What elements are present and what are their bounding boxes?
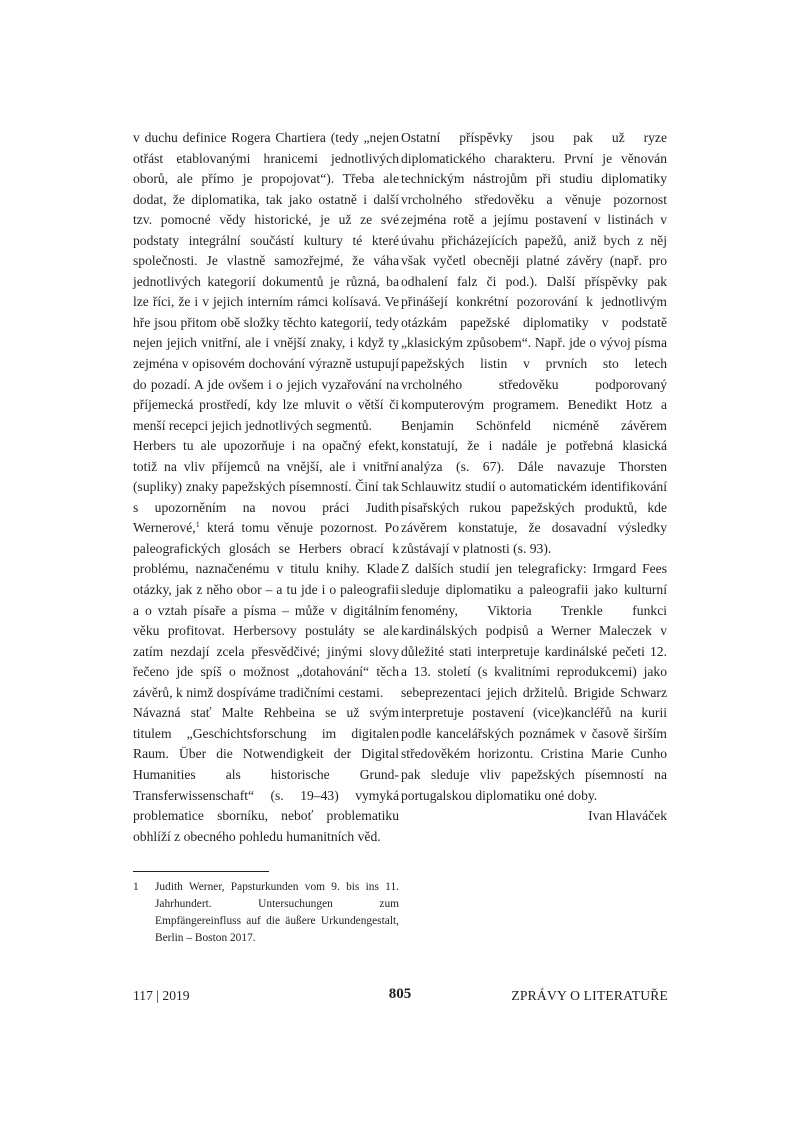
paragraph: Ostatní příspěvky jsou pak už ryze diplomatického charakteru. První je věnován technickým nástrojům při studiu diplomatiky vrcholného středověku a věnuje pozornost zejména rotě a jejímu postavení v listinách v úvahu přicházejících papežů, aniž bych z něj však vyčetl obecněji platné závěry (např. pro odhalení falz či pod.). Další příspěvky pak přinášejí konkrétní pozorování k jednotlivým otázkám papežské diplomatiky v podstatě „klasickým způsobem“. Např. jde o vývoj písma papežských listin v prvních sto letech vrcholného středověku podporovaný komputerovým programem. Benedikt Hotz a Benjamin Schönfeld nicméně závěrem konstatují, že i nadále je potřebná klasická analýza (s. 67). Dále navazuje Thorsten Schlauwitz studií o automatickém identifikování písařských rukou papežských produktů, kde závěrem konstatuje, že dosavadní výsledky zůstávají v platnosti (s. 93).: [401, 130, 667, 556]
paragraph: v duchu definice Rogera Chartiera (tedy „nejen otřást etablovanými hranicemi jednotlivých oborů, ale přímo je propojovat“). Třeba ale dodat, že diplomatika, tak jako ostatně i další tzv. pomocné vědy historické, je už ze své podstaty integrální součástí kultury té které společnosti. Je vlastně samozřejmé, že váha jednotlivých kategorií dokumentů je různá, ba lze říci, že i v jejich interním rámci kolísavá. Ve hře jsou přitom obě složky těchto kategorií, tedy nejen jejich vnitřní, ale i vnější znaky, i když ty zejména v opisovém dochování výrazně ustupují do pozadí. A jde ovšem i o jejich vyzařování na příjemecká prostředí, kdy lze mluvit o větší či menší recepci jejich jednotlivých segmentů.: [133, 130, 399, 433]
right-text-column: [401, 128, 667, 827]
paragraph-text: která tomu věnuje pozornost. Po paleografických glosách se Herbers obrací k problému, naznačenému v titulu knihy. Klade otázky, jak z něho obor – a tu jde i o paleografii a o vztah písaře a písma – může v digitálním věku profitovat. Herbersovy postuláty se ale zatím nezdají zcela přesvědčivé; jinými slovy řečeno jde spíš o možnost „dotahování“ těch závěrů, k nimž dospíváme tradičními cestami.: [133, 520, 399, 700]
paragraph-text: Herbers tu ale upozorňuje i na opačný efekt, totiž na vliv příjemců na vnější, ale i vnitřní (supliky) znaky papežských písemností. Činí tak s upozorněním na novou práci Judith Wernerové,: [133, 438, 399, 536]
footnote-divider: [133, 871, 269, 872]
footer-issue: 117 | 2019: [133, 988, 190, 1003]
page-number: 805: [388, 986, 412, 1002]
author-signature: Ivan Hlaváček: [588, 808, 667, 824]
paragraph: Návazná stať Malte Rehbeina se už svým titulem „Geschichtsforschung im digitalen Raum. Über die Notwendigkeit der Digital Humanities als historische Grund- Transferwissenschaft“ (s. 19–43) vymyká problematice sborníku, neboť problematiku obhlíží z obecného pohledu humanitních věd.: [133, 705, 399, 844]
footnote-text: Judith Werner, Papsturkunden vom 9. bis ins 11. Jahrhundert. Untersuchungen zum Empfängereinfluss auf die äußere Urkundengestalt, Berlin – Boston 2017.: [155, 881, 399, 944]
paragraph: [133, 436, 399, 703]
left-text-column: [133, 128, 399, 847]
paragraph: Z dalších studií jen telegraficky: Irmgard Fees sleduje diplomatiku a paleografii jako kulturní fenomény, Viktoria Trenkle funkci kardinálských podpisů a Werner Maleczek v důležité stati interpretuje kardinálské pečeti 12. a 13. století (s kvalitními reprodukcemi) jako sebeprezentaci jejich držitelů. Brigide Schwarz interpretuje postavení (vice)kancléřů na kurii podle kancelářských poznámek v časově širším středověkém horizontu. Cristina Marie Cunho pak sleduje vliv papežských písemností na portugalskou diplomatiku oné doby.: [401, 561, 667, 803]
footnote-number: 1: [133, 881, 139, 893]
footnote: [133, 879, 399, 947]
footnote-reference[interactable]: 1: [195, 520, 200, 530]
footer-section-title: ZPRÁVY O LITERATUŘE: [511, 988, 668, 1003]
